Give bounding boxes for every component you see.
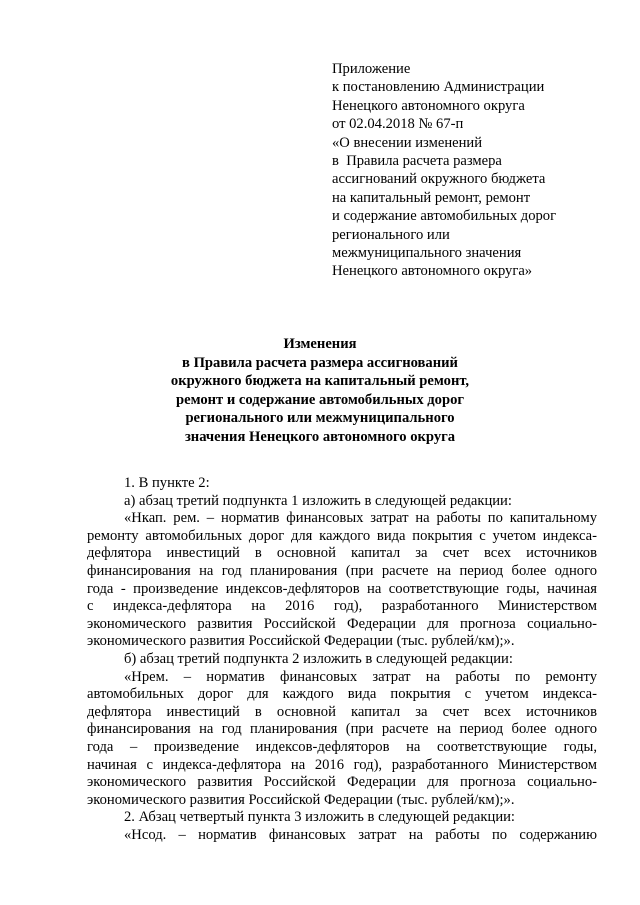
- paragraph-line: «Нкап. рем. – норматив финансовых затрат на работы по капитальному: [124, 510, 597, 527]
- annex-line: Приложение: [332, 61, 411, 77]
- title-line: в Правила расчета размера ассигнований: [182, 354, 458, 371]
- annex-line: в Правила расчета размера: [332, 153, 502, 170]
- paragraph-line: финансирования на год планирования (при расчете на период более одного: [87, 721, 597, 738]
- annex-line: Ненецкого автономного округа»: [332, 263, 533, 280]
- paragraph-item-2: 2. Абзац четвертый пункта 3 изложить в следующей редакции:: [124, 809, 515, 826]
- paragraph-line: «Нрем. – норматив финансовых затрат на работы по ремонту: [124, 668, 597, 685]
- paragraph-line: экономического развития Российской Федерации для прогноза социально-: [87, 615, 597, 632]
- title-line: окружного бюджета на капитальный ремонт,: [170, 373, 470, 390]
- paragraph-subitem-b: б) абзац третий подпункта 2 изложить в следующей редакции:: [124, 650, 513, 667]
- paragraph-item-1: 1. В пункте 2:: [124, 475, 210, 491]
- paragraph-line: экономического развития Российской Федерации (тыс. рублей/км);».: [87, 633, 515, 650]
- paragraph-line: дефлятора инвестиций в основной капитал за счет всех источников: [87, 545, 597, 562]
- annex-line: «О внесении изменений: [332, 134, 483, 151]
- document-title: [60, 335, 580, 447]
- title-line: ремонт и содержание автомобильных дорог: [175, 391, 464, 408]
- paragraph-line: начиная с индекса-дефлятора на 2016 год), разработанного Министерством: [87, 756, 597, 773]
- annex-line: межмуниципального значения: [332, 245, 522, 262]
- annex-line: ассигнований окружного бюджета: [332, 171, 546, 188]
- paragraph-line: с индекса-дефлятора на 2016 год), разработанного Министерством: [87, 598, 597, 615]
- paragraph-line: года – произведение индексов-дефляторов на соответствующие годы,: [87, 738, 597, 755]
- title-line: регионального или межмуниципального: [185, 410, 455, 427]
- paragraph-line: экономического развития Российской Федерации для прогноза социально-: [87, 774, 597, 791]
- paragraph-nkap-rem: [87, 510, 597, 651]
- annex-line: от 02.04.2018 № 67-п: [332, 116, 464, 133]
- paragraph-subitem-a: а) абзац третий подпункта 1 изложить в следующей редакции:: [124, 492, 512, 509]
- title-line: значения Ненецкого автономного округа: [184, 428, 456, 445]
- annex-line: Ненецкого автономного округа: [332, 97, 525, 114]
- paragraph-line: экономического развития Российской Федерации (тыс. рублей/км);».: [87, 791, 515, 808]
- paragraph-nsod: [87, 827, 597, 845]
- annex-line: регионального или: [332, 226, 450, 243]
- annex-header: [332, 60, 622, 281]
- paragraph-line: финансирования на год планирования (при расчете на период более одного: [87, 562, 597, 579]
- title-line: Изменения: [283, 336, 357, 352]
- paragraph-line: ремонту автомобильных дорог для каждого вида покрытия с учетом индекса-: [87, 527, 597, 544]
- annex-line: и содержание автомобильных дорог: [332, 208, 557, 225]
- paragraph-line: автомобильных дорог для каждого вида покрытия с учетом индекса-: [87, 686, 597, 703]
- annex-line: на капитальный ремонт, ремонт: [332, 189, 531, 206]
- paragraph-line: года - произведение индексов-дефляторов на соответствующие годы, начиная: [87, 580, 597, 597]
- document-body: [87, 475, 597, 844]
- paragraph-line: «Нсод. – норматив финансовых затрат на работы по содержанию: [124, 826, 597, 843]
- annex-line: к постановлению Администрации: [332, 79, 545, 96]
- paragraph-line: дефлятора инвестиций в основной капитал за счет всех источников: [87, 703, 597, 720]
- paragraph-nrem: [87, 669, 597, 810]
